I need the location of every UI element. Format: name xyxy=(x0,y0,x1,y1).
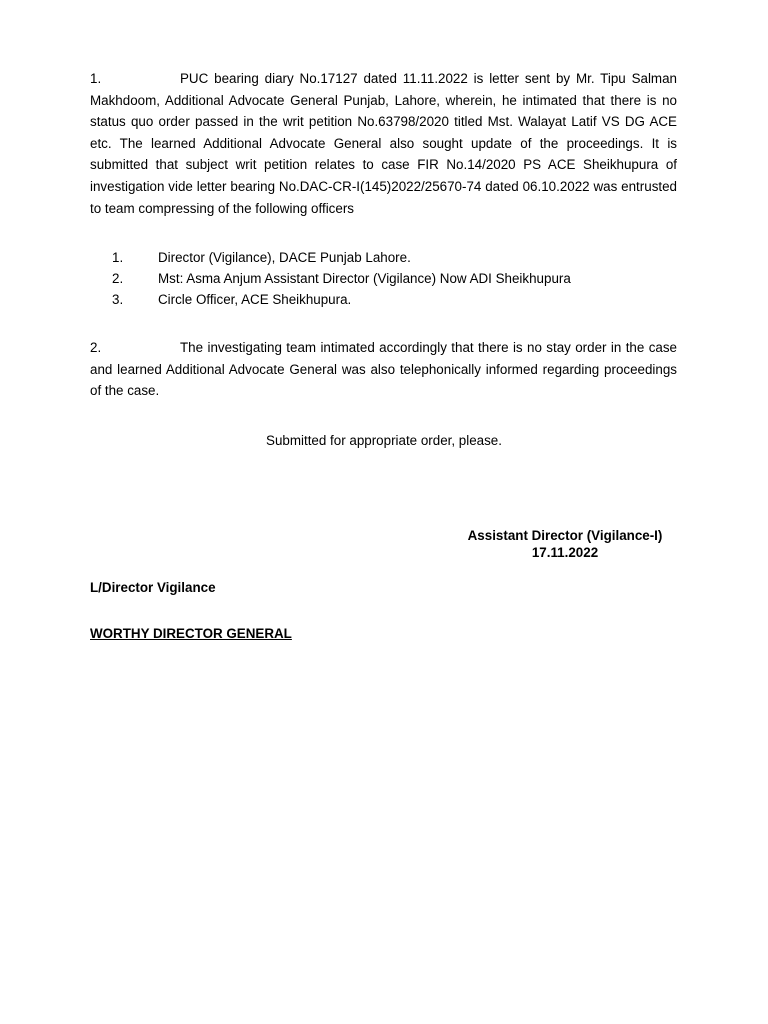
list-item xyxy=(112,247,571,268)
list-item xyxy=(112,268,571,289)
list-item-text: Director (Vigilance), DACE Punjab Lahore. xyxy=(158,250,411,265)
signature-date: 17.11.2022 xyxy=(531,545,599,560)
paragraph-number: 1. xyxy=(90,71,102,86)
signature-block xyxy=(454,527,676,561)
signature-title: Assistant Director (Vigilance-I) xyxy=(467,528,663,543)
list-item-number: 2. xyxy=(112,271,124,286)
list-item-text: Circle Officer, ACE Sheikhupura. xyxy=(158,292,352,307)
list-item-number: 1. xyxy=(112,250,124,265)
officers-list xyxy=(112,247,571,310)
submission-line: Submitted for appropriate order, please. xyxy=(266,433,502,448)
paragraph-2 xyxy=(90,337,677,402)
paragraph-1 xyxy=(90,68,677,219)
paragraph-number: 2. xyxy=(90,340,102,355)
list-item-text: Mst: Asma Anjum Assistant Director (Vigilance) Now ADI Sheikhupura xyxy=(158,271,571,286)
list-item-number: 3. xyxy=(112,292,124,307)
paragraph-text: PUC bearing diary No.17127 dated 11.11.2022 is letter sent by Mr. Tipu Salman Makhdoom, Additional Advocate General Punjab, Lahore, wherein, he intimated that there is no status quo order passed in the writ petition No.63798/2020 titled Mst. Walayat Latif VS DG ACE etc. The learned Additional Advocate General also sought update of the proceedings. It is submitted that subject writ petition relates to case FIR No.14/2020 PS ACE Sheikhupura of investigation vide letter bearing No.DAC-CR-I(145)2022/25670-74 dated 06.10.2022 was entrusted to team compressing of the following officers xyxy=(90,71,677,216)
addressee-heading: WORTHY DIRECTOR GENERAL xyxy=(90,626,292,641)
paragraph-text: The investigating team intimated accordingly that there is no stay order in the case and learned Additional Advocate General was also telephonically informed regarding proceedings of the case. xyxy=(90,340,677,399)
list-item xyxy=(112,289,571,310)
forward-to-line: L/Director Vigilance xyxy=(90,580,216,595)
